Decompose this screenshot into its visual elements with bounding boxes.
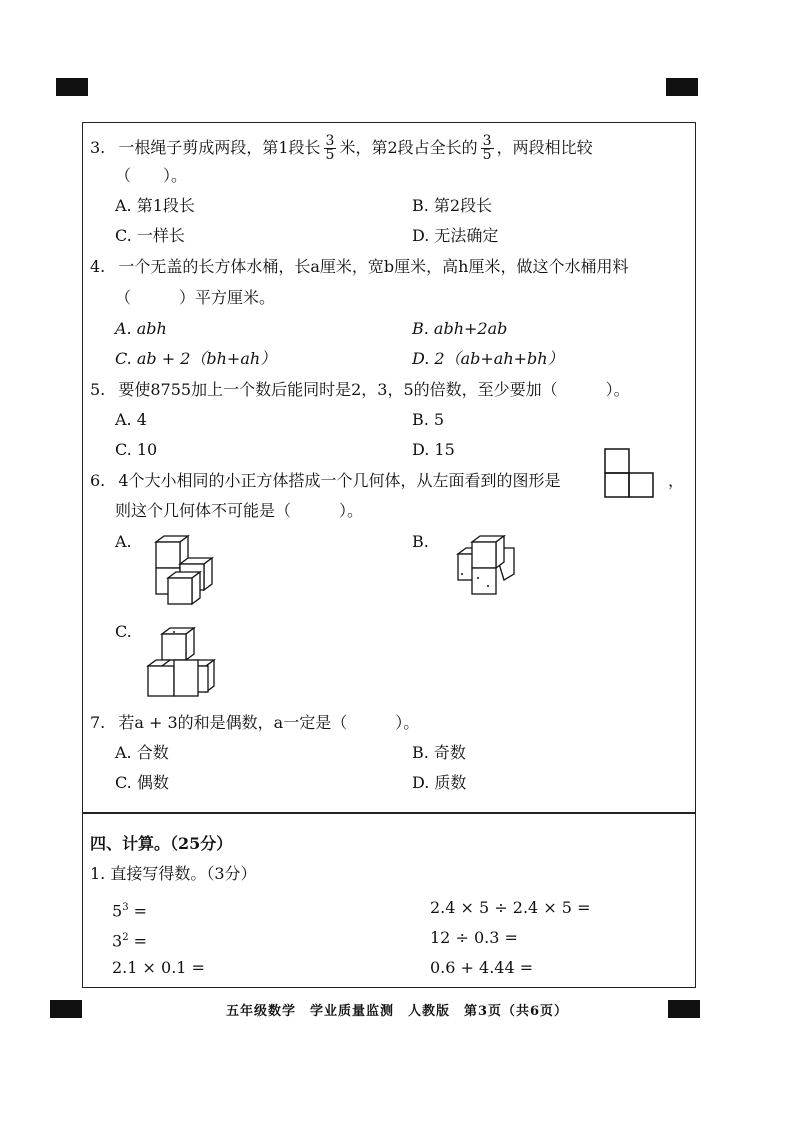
option-b[interactable]: B. 奇数 xyxy=(412,743,466,762)
question-4 xyxy=(90,257,628,277)
calc-item[interactable]: 0.6 + 4.44 = xyxy=(430,958,534,977)
fraction: $\frac{3}{5}$ xyxy=(325,133,335,163)
question-6 xyxy=(90,471,561,491)
question-text: 一根绳子剪成两段，第1段长 xyxy=(118,138,321,157)
question-3 xyxy=(90,135,593,162)
option-d[interactable]: D. 质数 xyxy=(412,773,467,792)
option-a[interactable]: A. 第1段长 xyxy=(115,196,195,215)
question-number: 4. xyxy=(90,257,106,276)
page-footer: 五年级数学 学业质量监测 人教版 第3页（共6页） xyxy=(225,1004,569,1019)
cube-figure-b[interactable] xyxy=(452,534,522,598)
calc-item[interactable]: 2.4 × 5 ÷ 2.4 × 5 = xyxy=(430,898,591,917)
answer-blank[interactable]: （ ）平方厘米。 xyxy=(115,288,276,307)
option-a[interactable]: A. 合数 xyxy=(115,743,169,762)
question-number: 7. xyxy=(90,713,106,732)
option-b[interactable]: B. 第2段长 xyxy=(412,196,493,215)
option-d[interactable]: D. 2（ab+ah+bh） xyxy=(412,349,564,368)
calc-item[interactable]: 12 ÷ 0.3 = xyxy=(430,928,518,947)
left-view-figure xyxy=(604,448,656,500)
punctuation: ， xyxy=(668,471,685,490)
question-text: 米，第2段占全长的 xyxy=(339,138,478,157)
option-c[interactable]: C. xyxy=(115,622,132,641)
option-b[interactable]: B. abh+2ab xyxy=(412,319,508,338)
option-b[interactable]: B. 5 xyxy=(412,410,445,429)
question-number: 5. xyxy=(90,380,106,399)
cube-figure-c[interactable] xyxy=(144,624,218,702)
option-c[interactable]: C. ab + 2（bh+ah） xyxy=(115,349,277,368)
question-text: 4个大小相同的小正方体搭成一个几何体，从左面看到的图形是 xyxy=(118,471,561,490)
option-a[interactable]: A. 4 xyxy=(115,410,147,429)
calc-item[interactable]: 2.1 × 0.1 = xyxy=(112,958,205,977)
calc-item[interactable]: $3^2$ = xyxy=(112,931,148,951)
question-5 xyxy=(90,380,630,400)
answer-blank[interactable]: （ ）。 xyxy=(115,166,188,185)
registration-mark-top-left xyxy=(56,78,88,96)
option-c[interactable]: C. 10 xyxy=(115,440,158,459)
calc-item[interactable]: $5^3$ = xyxy=(112,901,148,921)
option-d[interactable]: D. 无法确定 xyxy=(412,226,499,245)
question-number: 3. xyxy=(90,138,106,157)
question-text: 则这个几何体不可能是（ ）。 xyxy=(115,501,364,520)
registration-mark-top-right xyxy=(666,78,698,96)
question-text: 一个无盖的长方体水桶，长a厘米，宽b厘米，高h厘米，做这个水桶用料 xyxy=(118,257,629,276)
option-b[interactable]: B. xyxy=(412,532,429,551)
section-title: 四、计算。（25分） xyxy=(90,834,233,853)
option-c[interactable]: C. 一样长 xyxy=(115,226,185,245)
fraction: $\frac{3}{5}$ xyxy=(482,133,492,163)
option-c[interactable]: C. 偶数 xyxy=(115,773,169,792)
question-text: 要使8755加上一个数后能同时是2，3，5的倍数，至少要加（ ）。 xyxy=(118,380,630,399)
cube-figure-a[interactable] xyxy=(150,534,220,610)
option-d[interactable]: D. 15 xyxy=(412,440,455,459)
option-a[interactable]: A. xyxy=(115,532,132,551)
question-7 xyxy=(90,713,419,733)
question-text: ，两段相比较 xyxy=(496,138,593,157)
section-divider xyxy=(82,812,696,814)
option-a[interactable]: A. abh xyxy=(115,319,167,338)
question-text: 若a + 3的和是偶数，a一定是（ ）。 xyxy=(118,713,420,732)
subquestion-title: 1. 直接写得数。（3分） xyxy=(90,864,257,883)
question-number: 6. xyxy=(90,471,106,490)
